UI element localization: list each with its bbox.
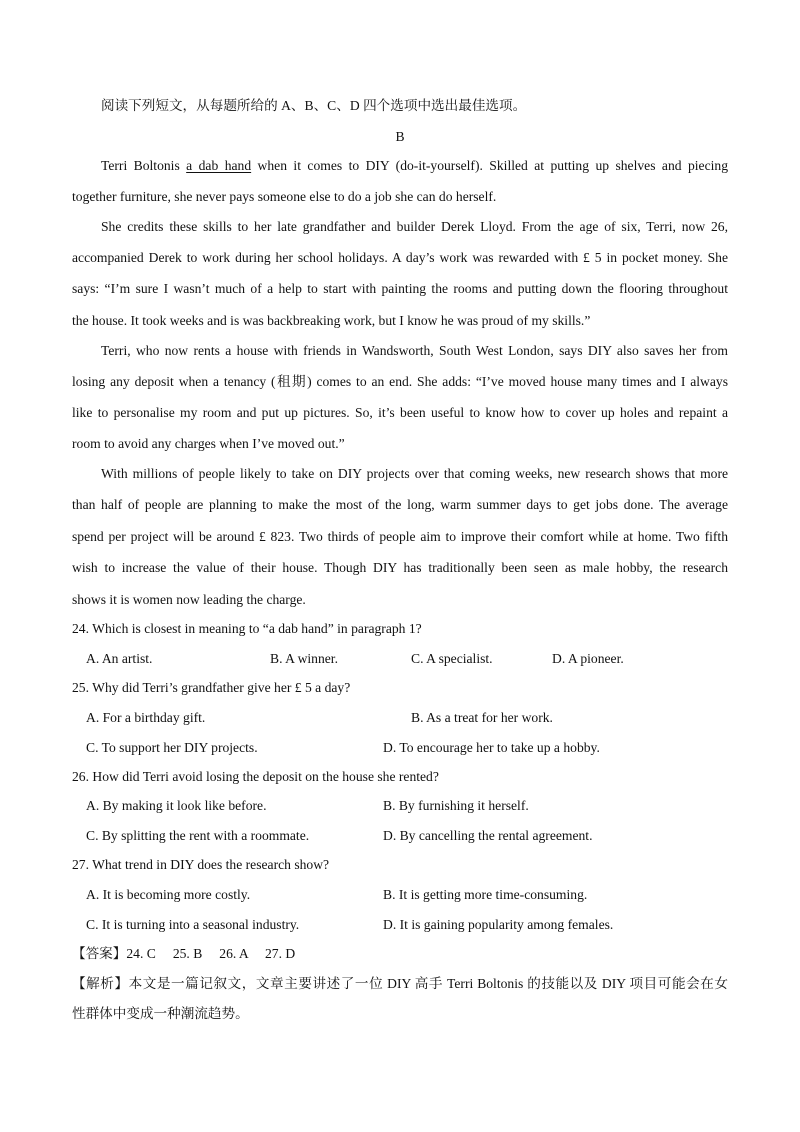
passage-line: spend per project will be around £ 823. Two thirds of people aim to improve their comfort while at home. Two fifth <box>72 529 728 544</box>
option-c: C. It is turning into a seasonal industry. <box>86 917 300 932</box>
question-stem: 26. How did Terri avoid losing the deposit on the house she rented? <box>72 769 439 784</box>
option-d: D. It is gaining popularity among females. <box>383 917 614 932</box>
passage-line: With millions of people likely to take on DIY projects over that coming weeks, new research shows that more <box>101 466 728 481</box>
answer-key: 【答案】24. C 25. B 26. A 27. D <box>72 946 296 961</box>
analysis-line: 【解析】本文是一篇记叙文，文章主要讲述了一位 DIY 高手 Terri Boltonis 的技能以及 DIY 项目可能会在女 <box>72 976 728 991</box>
passage-line: She credits these skills to her late grandfather and builder Derek Lloyd. From the age of six, Terri, now 26, <box>101 219 728 234</box>
option-d: D. To encourage her to take up a hobby. <box>383 740 600 755</box>
option-a: A. By making it look like before. <box>86 798 267 813</box>
instruction: 阅读下列短文，从每题所给的 A、B、C、D 四个选项中选出最佳选项。 <box>101 98 527 113</box>
option-a: A. For a birthday gift. <box>86 710 206 725</box>
passage-line: room to avoid any charges when I’ve moved out.” <box>72 436 345 451</box>
passage-line: accompanied Derek to work during her school holidays. A day’s work was rewarded with £ 5 in pocket money. She <box>72 250 728 265</box>
option-b: B. A winner. <box>270 651 338 666</box>
question-stem: 25. Why did Terri’s grandfather give her £ 5 a day? <box>72 680 351 695</box>
option-a: A. It is becoming more costly. <box>86 887 251 902</box>
option-d: D. A pioneer. <box>552 651 624 666</box>
passage-line: Terri Boltonis a dab hand when it comes to DIY (do-it-yourself). Skilled at putting up shelves and piecing <box>101 158 728 173</box>
option-a: A. An artist. <box>86 651 153 666</box>
passage-line: says: “I’m sure I wasn’t much of a help to start with painting the rooms and putting down the flooring throughout <box>72 281 728 296</box>
option-c: C. A specialist. <box>411 651 493 666</box>
passage-line: shows it is women now leading the charge. <box>72 592 306 607</box>
option-b: B. It is getting more time-consuming. <box>383 887 588 902</box>
analysis-line: 性群体中变成一种潮流趋势。 <box>72 1006 249 1021</box>
question-stem: 27. What trend in DIY does the research show? <box>72 857 330 872</box>
section-heading: B <box>395 129 405 144</box>
option-b: B. By furnishing it herself. <box>383 798 529 813</box>
option-b: B. As a treat for her work. <box>411 710 553 725</box>
question-stem: 24. Which is closest in meaning to “a dab hand” in paragraph 1? <box>72 621 422 636</box>
passage-line: than half of people are planning to make the most of the long, warm summer days to get jobs done. The average <box>72 497 728 512</box>
passage-line: wish to increase the value of their house. Though DIY has traditionally been seen as male hobby, the research <box>72 560 728 575</box>
underlined-phrase: a dab hand <box>186 158 252 173</box>
passage-line: losing any deposit when a tenancy (租期) comes to an end. She adds: “I’ve moved house many times and I always <box>72 374 728 389</box>
passage-line: like to personalise my room and put up pictures. So, it’s been useful to know how to cover up holes and repaint a <box>72 405 728 420</box>
option-c: C. To support her DIY projects. <box>86 740 258 755</box>
passage-line: the house. It took weeks and is was backbreaking work, but I know he was proud of my skills.” <box>72 313 591 328</box>
option-d: D. By cancelling the rental agreement. <box>383 828 593 843</box>
option-c: C. By splitting the rent with a roommate. <box>86 828 310 843</box>
passage-line: Terri, who now rents a house with friends in Wandsworth, South West London, says DIY also saves her from <box>101 343 728 358</box>
passage-line: together furniture, she never pays someone else to do a job she can do herself. <box>72 189 497 204</box>
